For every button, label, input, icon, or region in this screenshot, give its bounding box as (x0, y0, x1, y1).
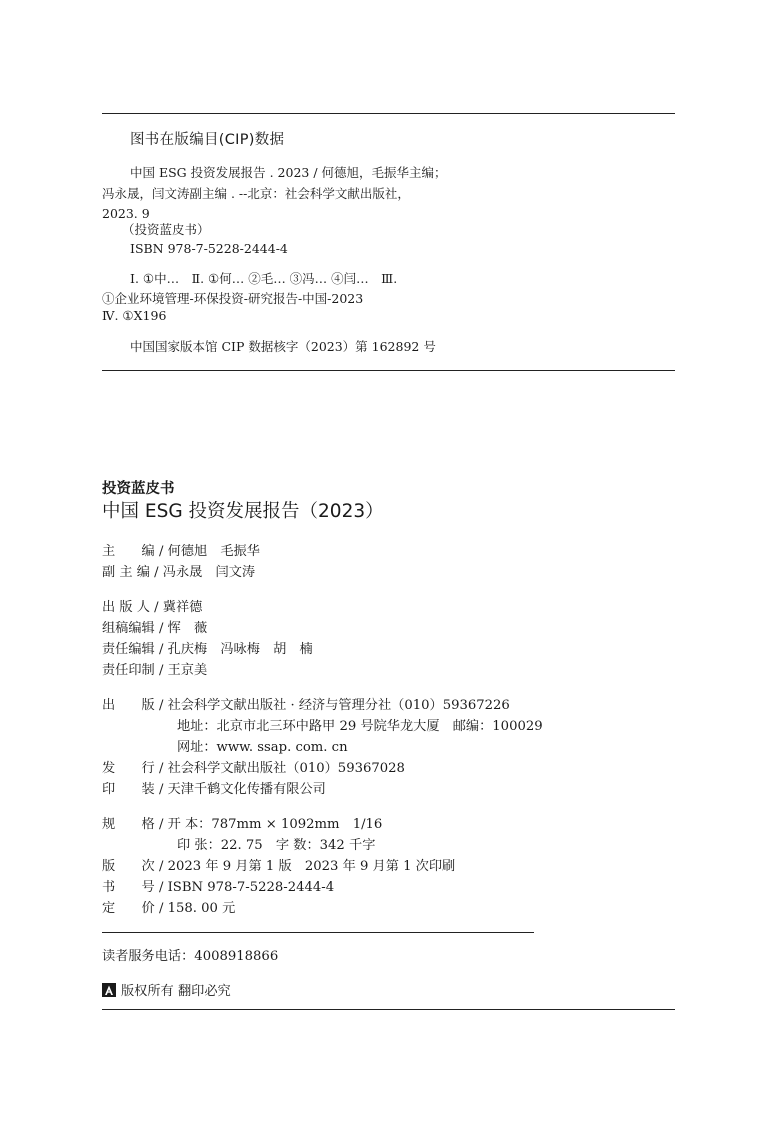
publisher-row (102, 696, 510, 716)
responsible-editor-row (102, 640, 313, 660)
printing-value: 天津千鹤文化传播有限公司 (167, 782, 326, 797)
copyright-notice: 版权所有 翻印必究 (121, 984, 231, 999)
acquisition-editor-row (102, 619, 207, 639)
format-value: 开 本：787mm × 1092mm 1/16 (167, 817, 383, 832)
acquisition-editor-label: 组稿编辑 / (102, 621, 168, 636)
cip-bottom-rule (102, 370, 675, 371)
deputy-editor-label: 副 主 编 / (102, 565, 163, 580)
print-supervisor-value: 王京美 (167, 663, 208, 678)
publisher-value: 社会科学文献出版社 · 经济与管理分社（010）59367226 (167, 698, 510, 713)
price-label: 定 价 / (102, 901, 168, 916)
print-supervisor-row (102, 661, 207, 681)
edition-value: 2023 年 9 月第 1 版 2023 年 9 月第 1 次印刷 (167, 859, 456, 874)
printing-row (102, 780, 326, 800)
price-value: 158. 00 元 (167, 901, 236, 916)
publisher-person-label: 出 版 人 / (102, 600, 163, 615)
cip-line-4: （投资蓝皮书） (122, 222, 210, 237)
format-label: 规 格 / (102, 817, 168, 832)
short-rule (102, 932, 534, 933)
price-row (102, 899, 235, 919)
cip-subject-1: Ⅰ. ①中… Ⅱ. ①何… ②毛… ③冯… ④闫… Ⅲ. (130, 271, 398, 286)
format-row (102, 815, 382, 835)
service-phone: 读者服务电话：4008918866 (102, 949, 279, 964)
acquisition-editor-value: 恽 薇 (167, 621, 208, 636)
cip-record: 中国国家版本馆 CIP 数据核字（2023）第 162892 号 (130, 339, 436, 354)
cip-subject-2: ①企业环境管理-环保投资-研究报告-中国-2023 (102, 291, 364, 306)
cip-subject-3: Ⅳ. ①X196 (102, 308, 167, 323)
bottom-rule (102, 1009, 675, 1010)
deputy-editor-row (102, 563, 255, 583)
isbn-label: 书 号 / (102, 880, 168, 895)
print-supervisor-label: 责任印制 / (102, 663, 168, 678)
cip-line-3: 2023. 9 (102, 206, 150, 221)
edition-row (102, 857, 455, 877)
responsible-editor-label: 责任编辑 / (102, 642, 168, 657)
publisher-person-row (102, 598, 202, 618)
editor-value: 何德旭 毛振华 (167, 544, 260, 559)
cip-line-5: ISBN 978-7-5228-2444-4 (130, 241, 288, 256)
publisher-logo-icon (102, 983, 116, 997)
isbn-row (102, 878, 334, 898)
publisher-website: 网址：www. ssap. com. cn (177, 740, 348, 755)
editor-label: 主 编 / (102, 544, 168, 559)
editor-row (102, 542, 260, 562)
book-title: 中国 ESG 投资发展报告（2023） (102, 501, 384, 522)
responsible-editor-value: 孔庆梅 冯咏梅 胡 楠 (167, 642, 313, 657)
edition-label: 版 次 / (102, 859, 168, 874)
isbn-value: ISBN 978-7-5228-2444-4 (167, 880, 335, 895)
publisher-address: 地址：北京市北三环中路甲 29 号院华龙大厦 邮编：100029 (177, 719, 543, 734)
cip-line-2: 冯永晟，闫文涛副主编 . --北京：社会科学文献出版社， (102, 186, 410, 201)
printing-label: 印 装 / (102, 782, 168, 797)
cip-line-1: 中国 ESG 投资发展报告 . 2023 / 何德旭，毛振华主编； (130, 165, 447, 180)
distribution-value: 社会科学文献出版社（010）59367028 (167, 761, 405, 776)
deputy-editor-value: 冯永晟 闫文涛 (162, 565, 256, 580)
top-rule (102, 113, 675, 114)
sheets-info: 印 张：22. 75 字 数：342 千字 (177, 838, 376, 853)
publisher-label: 出 版 / (102, 698, 168, 713)
cip-heading: 图书在版编目(CIP)数据 (130, 132, 285, 148)
distribution-row (102, 759, 405, 779)
publisher-person-value: 冀祥德 (162, 600, 203, 615)
distribution-label: 发 行 / (102, 761, 168, 776)
series-name: 投资蓝皮书 (102, 481, 175, 497)
